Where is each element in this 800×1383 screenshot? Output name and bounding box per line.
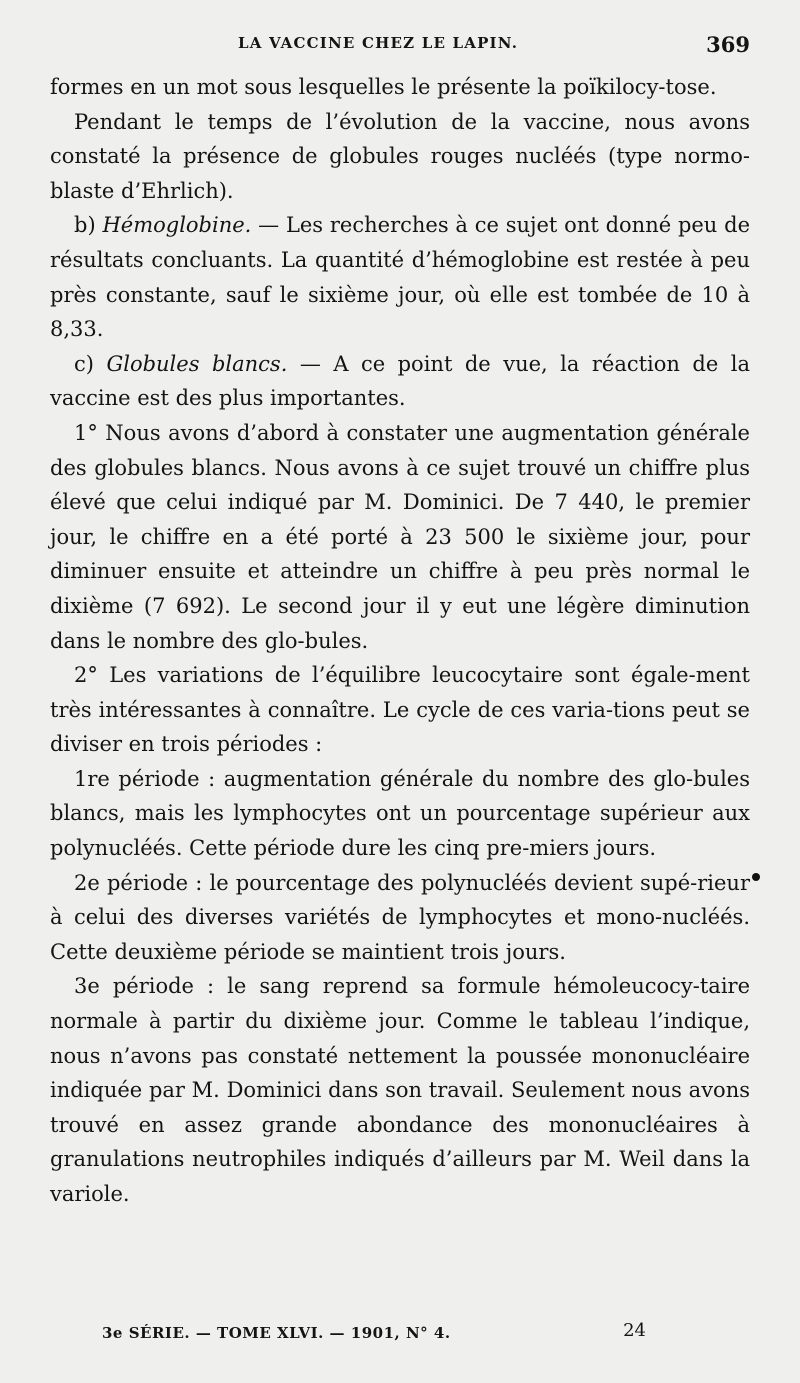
footer xyxy=(50,1318,750,1348)
running-title: LA VACCINE CHEZ LE LAPIN. xyxy=(238,34,519,52)
paragraph-globules-blancs xyxy=(50,347,750,416)
paragraph-periode-1: 1re période : augmentation générale du nombre des glo-bules blancs, mais les lymphocytes ont un pourcentage supérieur aux polynucléés. Cette période dure les cinq pre-miers jours. xyxy=(50,766,750,861)
ink-dot xyxy=(752,873,760,881)
paragraph-hemoglobine xyxy=(50,208,750,346)
section-label-c: c) xyxy=(74,351,94,376)
printer-signature: 24 xyxy=(623,1320,646,1341)
series-line: 3e SÉRIE. — TOME XLVI. — 1901, N° 4. xyxy=(102,1324,451,1342)
section-title-hemoglobine: Hémoglobine. xyxy=(102,213,252,238)
globules-blancs-text: — A ce point de vue, la réaction de la vaccine est des plus importantes. xyxy=(50,351,750,411)
paragraph-augmentation: 1° Nous avons d’abord à constater une augmentation générale des globules blancs. Nous avons à ce sujet trouvé un chiffre plus élevé que celui indiqué par M. Dominici. De 7 440, le premier jour, le chiffre en a été porté à 23 500 le sixième jour, pour diminuer ensuite et atteindre un chiffre à peu près normal le dixième (7 692). Le second jour il y eut une légère diminution dans le nombre des glo-bules. xyxy=(50,420,750,653)
page-number: 369 xyxy=(706,32,750,57)
section-title-globules-blancs: Globules blancs. xyxy=(106,351,288,376)
body-text xyxy=(50,70,750,1212)
paragraph-poikilocytose: formes en un mot sous lesquelles le présente la poïkilocy-tose. xyxy=(50,75,717,99)
paragraph-periode-2: 2e période : le pourcentage des polynucléés devient supé-rieur à celui des diverses variétés de lymphocytes et mono-nucléés. Cette deuxième période se maintient trois jours. xyxy=(50,870,750,964)
paragraph-equilibre-leucocytaire: 2° Les variations de l’équilibre leucocytaire sont égale-ment très intéressantes à connaître. Le cycle de ces varia-tions peut se diviser en trois périodes : xyxy=(50,663,750,757)
running-head xyxy=(50,34,750,58)
section-label-b: b) xyxy=(74,213,96,238)
paragraph-periode-3: 3e période : le sang reprend sa formule hémoleucocy-taire normale à partir du dixième jour. Comme le tableau l’indique, nous n’avons pas constaté nettement la poussée mononucléaire indiquée par M. Dominici dans son travail. Seulement nous avons trouvé en assez grande abondance des mononucléaires à granulations neutrophiles indiqués d’ailleurs par M. Weil dans la variole. xyxy=(50,974,750,1206)
paragraph-globules-rouges-nuclees: Pendant le temps de l’évolution de la vaccine, nous avons constaté la présence de globules rouges nucléés (type normo-blaste d’Ehrlich). xyxy=(50,109,750,203)
hemoglobine-text: — Les recherches à ce sujet ont donné peu de résultats concluants. La quantité d’hémoglobine est restée à peu près constante, sauf le sixième jour, où elle est tombée de 10 à 8,33. xyxy=(50,213,751,342)
